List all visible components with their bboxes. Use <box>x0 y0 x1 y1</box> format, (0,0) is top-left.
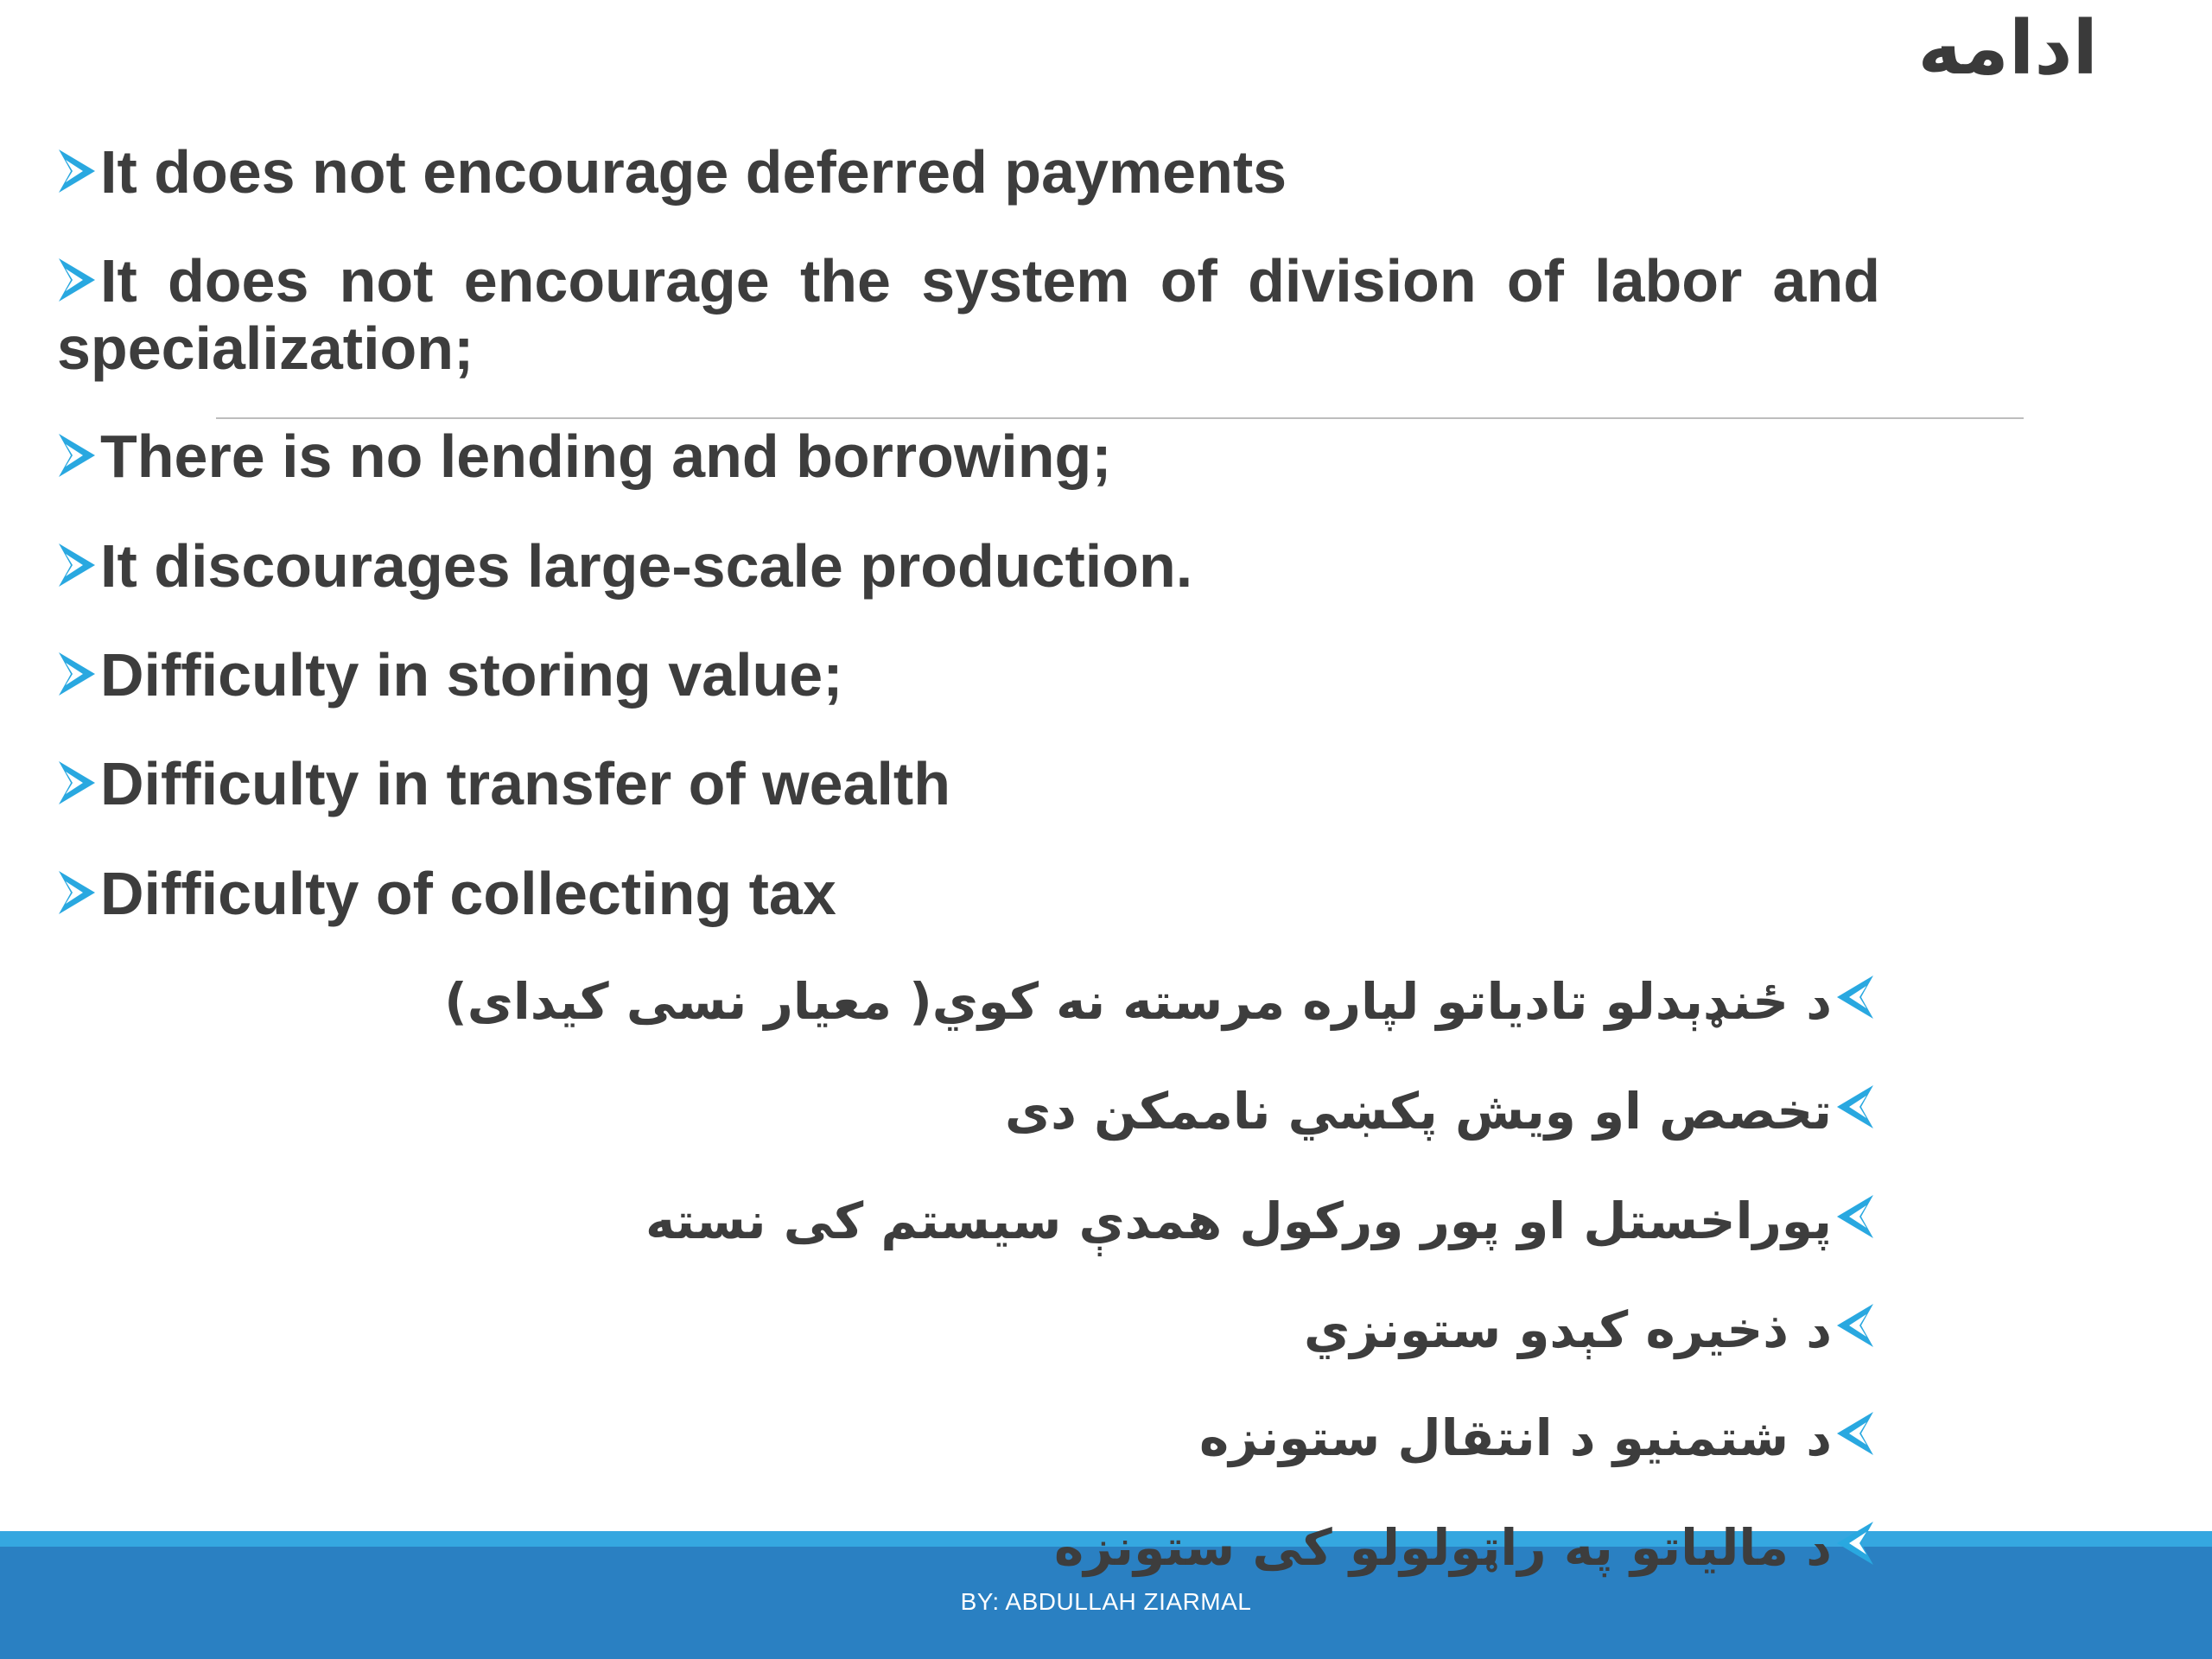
pashto-bullet <box>1304 1299 1875 1361</box>
pashto-bullet <box>444 970 1875 1033</box>
english-bullet <box>57 641 1880 709</box>
english-bullet-text: It does not encourage deferred payments <box>100 138 1287 206</box>
arrow-bullet-icon <box>57 429 97 482</box>
english-bullet <box>57 138 1880 206</box>
arrow-bullet-icon <box>1835 1407 1875 1460</box>
arrow-bullet-icon <box>1835 1190 1875 1243</box>
pashto-bullet-text: پوراخستل او پور ورکول همدې سیستم کی نسته <box>645 1192 1832 1250</box>
pashto-bullet <box>645 1190 1875 1252</box>
english-bullet <box>57 532 1880 600</box>
pashto-bullet <box>1005 1080 1875 1142</box>
arrow-bullet-icon <box>57 756 97 810</box>
pashto-bullet <box>1199 1407 1875 1469</box>
pashto-bullet-text: تخصص او ویش پکښي ناممکن دی <box>1005 1082 1832 1141</box>
english-bullet <box>57 860 1880 927</box>
english-bullet-text: Difficulty in transfer of wealth <box>100 750 950 817</box>
arrow-bullet-icon <box>57 647 97 701</box>
arrow-bullet-icon <box>57 866 97 919</box>
english-bullet <box>57 750 1880 817</box>
arrow-bullet-icon <box>57 538 97 592</box>
english-bullet <box>57 247 1880 382</box>
footer-author: BY: ABDULLAH ZIARMAL <box>960 1588 1252 1615</box>
arrow-bullet-icon <box>1835 970 1875 1024</box>
divider-line <box>216 417 2024 419</box>
arrow-bullet-icon <box>57 144 97 198</box>
english-bullet <box>57 423 1880 490</box>
arrow-bullet-icon <box>1835 1080 1875 1134</box>
arrow-bullet-icon <box>1835 1516 1875 1570</box>
pashto-bullet-text: د ذخیره کېدو ستونزي <box>1304 1300 1832 1359</box>
english-bullet-text: Difficulty in storing value; <box>100 641 843 709</box>
slide-title: ادامه <box>1917 5 2098 92</box>
arrow-bullet-icon <box>57 253 97 307</box>
pashto-bullet-text: د مالیاتو په راټولولو کی ستونزه <box>1053 1518 1832 1577</box>
english-bullet-text: It does not encourage the system of division of labor and specialization; <box>57 247 1880 382</box>
pashto-bullet-text: د ځنډېدلو تادیاتو لپاره مرسته نه کوي( معیار نسی کیدای) <box>444 972 1832 1031</box>
english-bullet-text: There is no lending and borrowing; <box>100 423 1112 490</box>
english-bullet-text: It discourages large-scale production. <box>100 532 1193 600</box>
english-bullet-text: Difficulty of collecting tax <box>100 860 836 927</box>
pashto-bullet <box>1054 1516 1875 1579</box>
pashto-bullet-text: د شتمنیو د انتقال ستونزه <box>1199 1408 1832 1467</box>
arrow-bullet-icon <box>1835 1299 1875 1352</box>
